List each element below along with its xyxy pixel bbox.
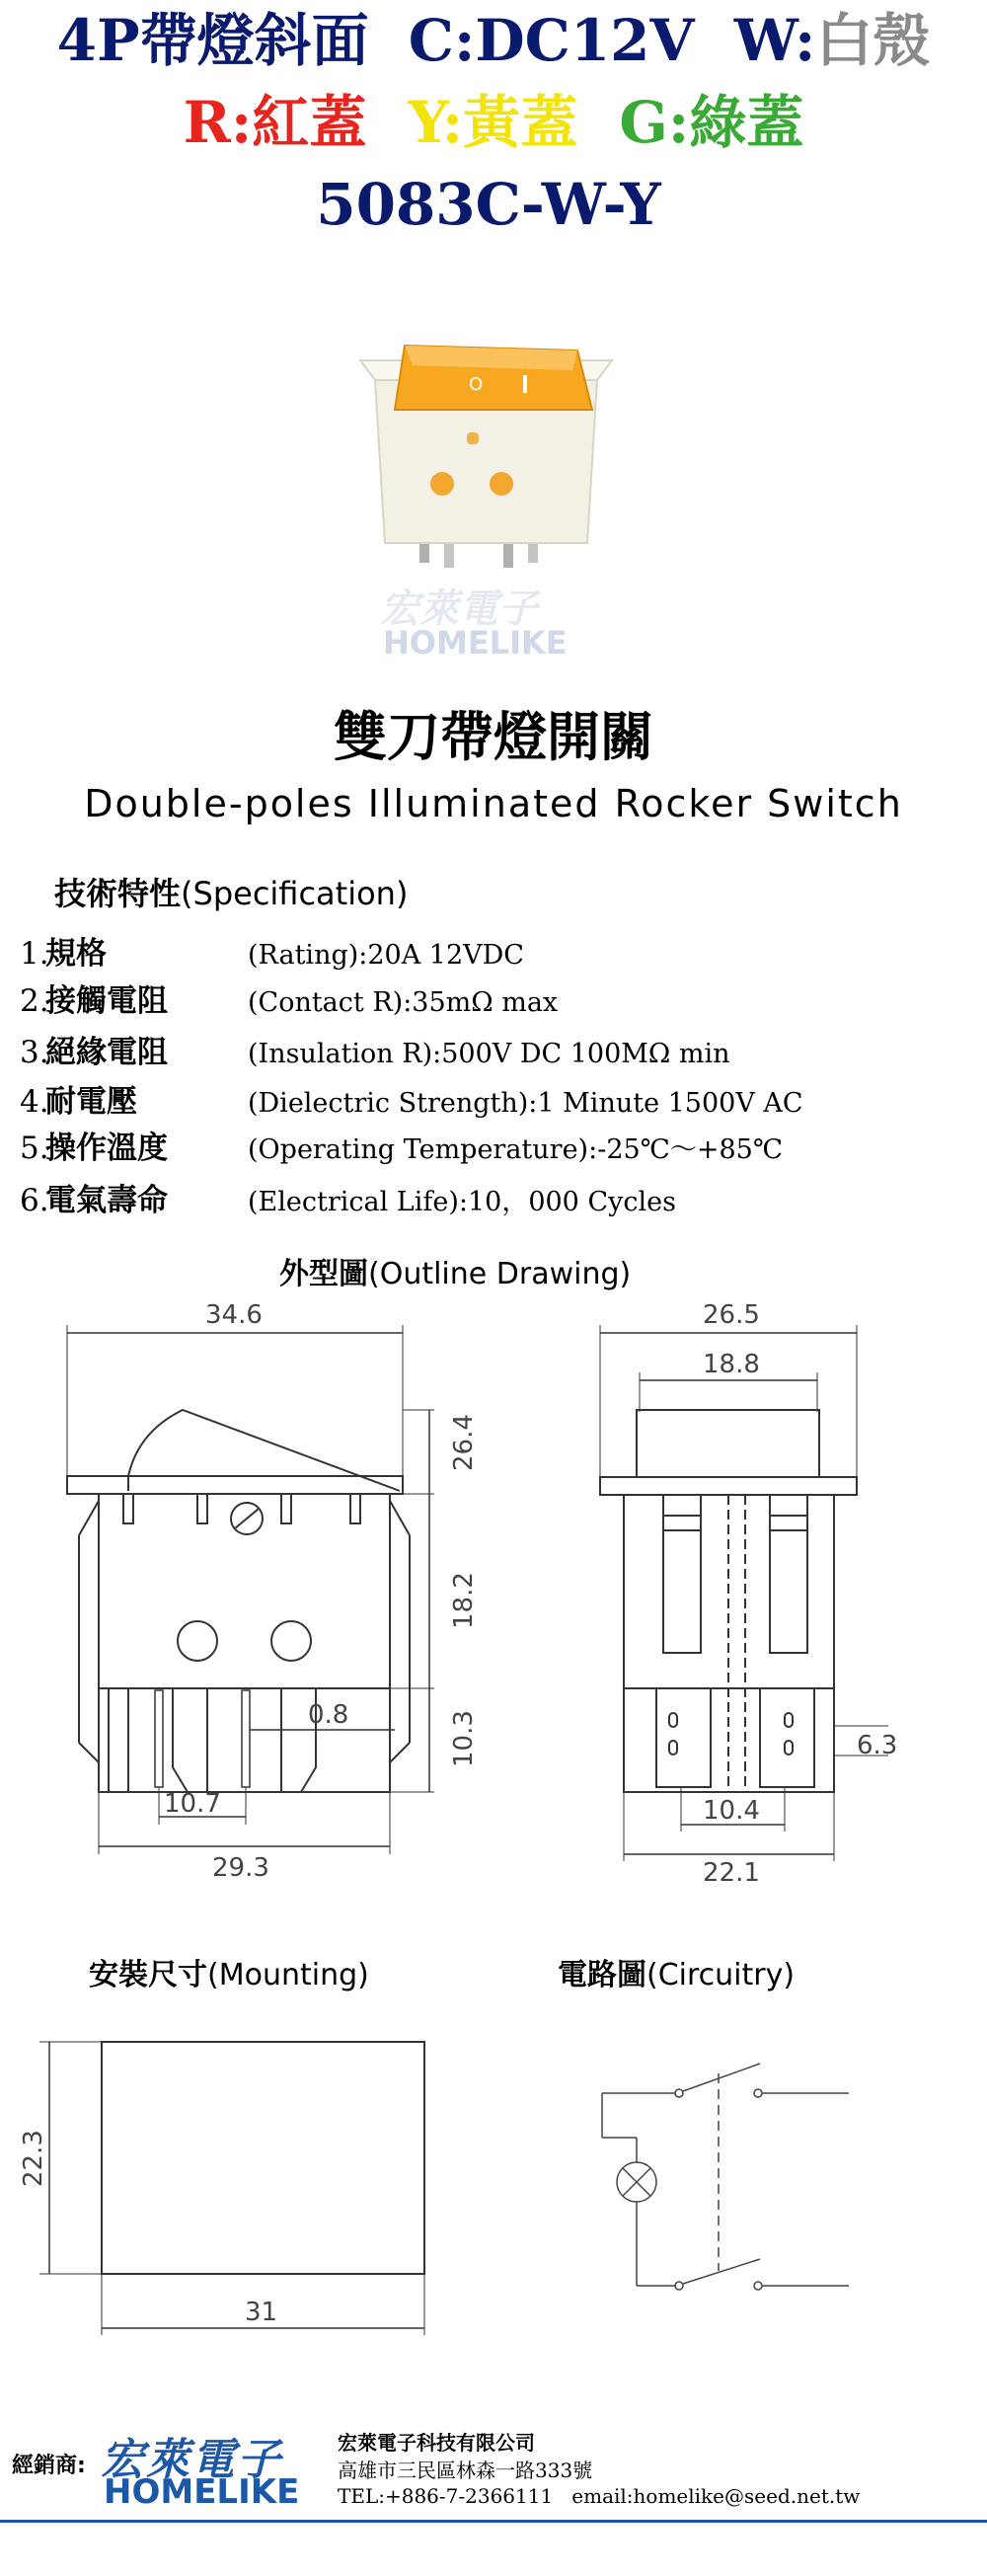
green-cap-option: G:綠蓋 (619, 89, 804, 156)
shell-label: W: (733, 7, 816, 74)
product-title-en: Double-poles Illuminated Rocker Switch (84, 782, 903, 825)
yellow-cap-option: Y:黃蓋 (408, 89, 578, 156)
spec-heading-en: (Specification) (181, 875, 409, 912)
dim-front-height-pin: 10.3 (449, 1710, 479, 1767)
company-address: 高雄市三民區林森一路333號 (338, 2459, 593, 2482)
distributor-label: 經銷商: (12, 2454, 86, 2478)
dim-front-width-bottom: 29.3 (212, 1853, 269, 1883)
shell-value: 白殼 (815, 7, 931, 74)
dim-side-pin-width: 6.3 (857, 1731, 898, 1760)
dim-mounting-width: 31 (245, 2298, 278, 2327)
dim-front-pin-span: 10.7 (164, 1789, 221, 1819)
model-text: 4P帶燈斜面 (56, 7, 369, 74)
part-number: 5083C-W-Y (316, 171, 661, 238)
spec-item-life: 6.電氣壽命 (Electrical Life):10，000 Cycles (20, 1183, 676, 1218)
dim-side-width-bottom: 22.1 (703, 1858, 760, 1888)
footer-logo-en: HOMELIKE (104, 2472, 300, 2512)
header-line-2 (0, 89, 987, 156)
watermark-zh: 宏萊電子 (380, 586, 538, 632)
outline-heading: 外型圖(Outline Drawing) (279, 1257, 632, 1291)
voltage-value: DC12V (475, 7, 695, 74)
mounting-drawing (0, 2014, 494, 2340)
product-photo (336, 316, 632, 583)
dim-front-pin-thick: 0.8 (308, 1700, 349, 1730)
dim-front-height-top: 26.4 (449, 1414, 479, 1471)
outline-drawing (0, 1293, 987, 1906)
dim-side-width-inner: 18.8 (703, 1350, 760, 1379)
footer-logo-zh: 宏萊電子 (101, 2435, 282, 2485)
company-name: 宏萊電子科技有限公司 (338, 2431, 535, 2455)
footer-rule (0, 2520, 987, 2523)
dim-front-width-top: 34.6 (205, 1300, 263, 1330)
header-line-1 (0, 7, 987, 74)
circuit-drawing (572, 2034, 888, 2310)
spec-item-contact: 2.接觸電阻 (Contact R):35mΩ max (20, 983, 559, 1019)
red-cap-option: R:紅蓋 (183, 89, 367, 156)
spec-item-rating: 1.規格 (Rating):20A 12VDC (20, 936, 524, 972)
voltage-label: C: (408, 7, 476, 74)
product-title-zh: 雙刀帶燈開關 (334, 706, 653, 768)
dim-mounting-height: 22.3 (19, 2130, 48, 2187)
spec-heading (54, 869, 408, 914)
circuit-heading: 電路圖(Circuitry) (558, 1958, 796, 1992)
spec-item-temperature: 5.操作溫度 (Operating Temperature):-25℃～+85℃ (20, 1131, 784, 1166)
dim-front-height-mid: 18.2 (449, 1572, 479, 1629)
dim-side-pin-span: 10.4 (703, 1796, 760, 1826)
svg-text:O: O (469, 374, 484, 395)
watermark-en: HOMELIKE (383, 624, 568, 662)
dim-side-width-top: 26.5 (703, 1300, 760, 1330)
spec-item-dielectric: 4.耐電壓 (Dielectric Strength):1 Minute 1500V AC (20, 1084, 803, 1120)
spec-heading-zh: 技術特性 (54, 875, 182, 912)
spec-item-insulation: 3.絕緣電阻 (Insulation R):500V DC 100MΩ min (20, 1035, 730, 1070)
mounting-heading: 安裝尺寸(Mounting) (89, 1958, 369, 1992)
company-contact: TEL:+886-7-2366111 email:homelike@seed.net.tw (338, 2484, 861, 2508)
